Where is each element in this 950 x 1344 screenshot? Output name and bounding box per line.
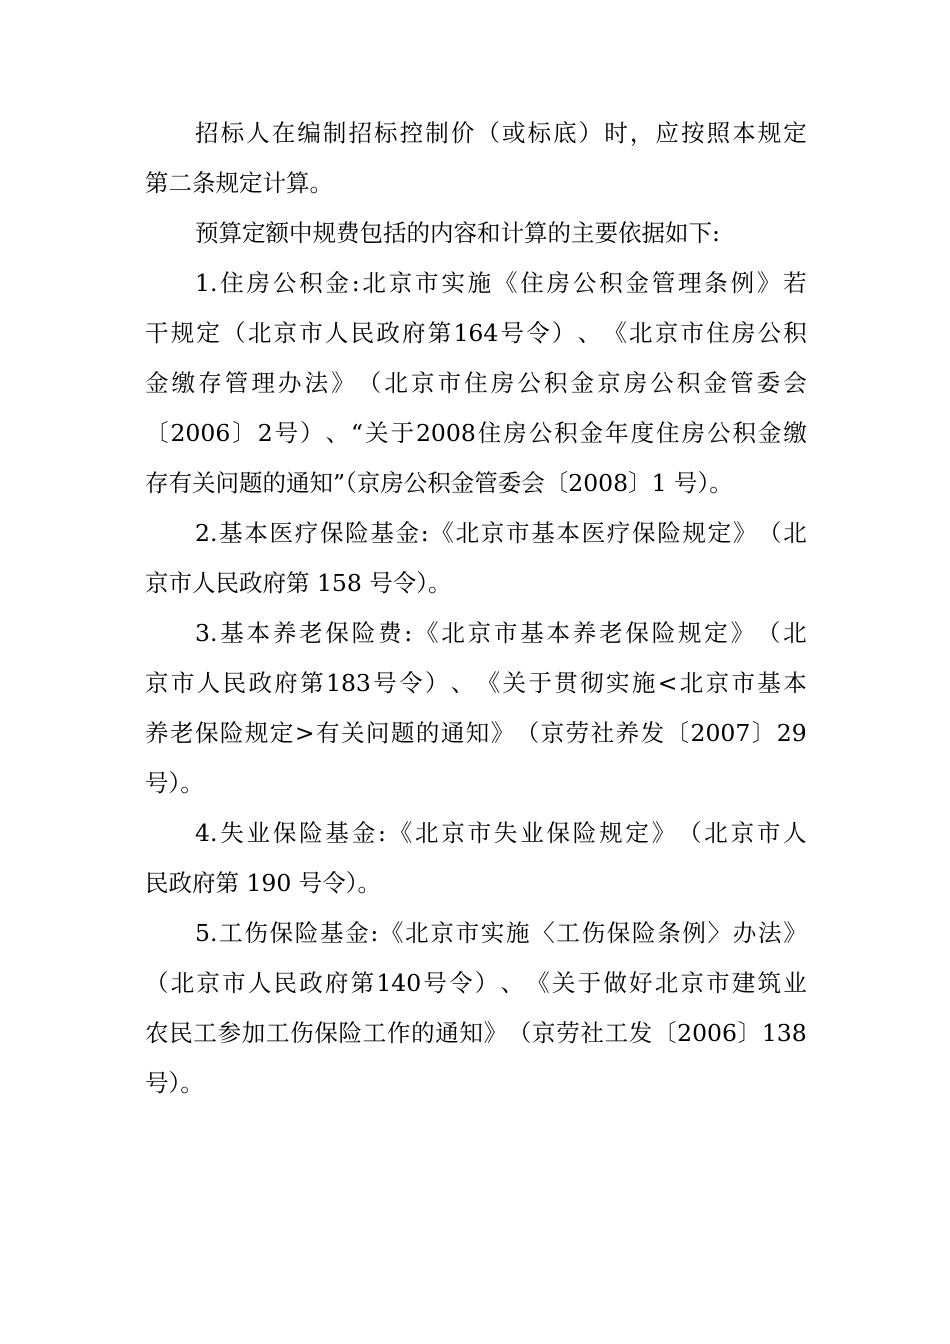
text-line: 招 标 人 在 编 制 招 标 控 制 价 （ 或 标 底 ） 时 ， 应 按 照 本 规 定 [195,119,807,147]
text-line: 民政府第 190 号令）。 [145,869,382,897]
text-line: 养 老 保 险 规 定 > 有 关 问 题 的 通 知 》 （ 京 劳 社 养 发 〔 2007 〕 29 [145,719,807,747]
text-line: 金 缴 存 管 理 办 法 》 （ 北 京 市 住 房 公 积 金 京 房 公 积 金 管 委 会 [145,369,807,397]
text-line: 京 市 人 民 政 府 第 183 号 令 ） 、 《 关 于 贯 彻 实 施 < 北 京 市 基 本 [145,669,807,697]
text-line: 号）。 [145,769,204,797]
text-line: 5. 工 伤 保 险 基 金 : 《 北 京 市 实 施 〈 工 伤 保 险 条 例 〉 办 法 》 [195,919,807,947]
text-line: 干 规 定 （ 北 京 市 人 民 政 府 第 164 号 令 ） 、 《 北 京 市 住 房 公 积 [145,319,807,347]
text-line: 3. 基 本 养 老 保 险 费 : 《 北 京 市 基 本 养 老 保 险 规 定 》 （ 北 [195,619,807,647]
text-line: 第二条规定计算。 [145,169,333,197]
text-line: 2. 基 本 医 疗 保 险 基 金 : 《 北 京 市 基 本 医 疗 保 险 规 定 》 （ 北 [195,519,807,547]
text-line: 1. 住 房 公 积 金 : 北 京 市 实 施 《 住 房 公 积 金 管 理 条 例 》 若 [195,269,807,297]
document-body [145,108,807,1108]
text-line: 存有关问题的通知”（京房公积金管委会〔2008〕1 号）。 [145,469,733,497]
text-line: 号）。 [145,1069,204,1097]
text-line: 预算定额中规费包括的内容和计算的主要依据如下: [195,219,720,247]
text-line: 农 民 工 参 加 工 伤 保 险 工 作 的 通 知 》 （ 京 劳 社 工 发 〔 2006 〕 138 [145,1019,807,1047]
text-line: 〔 2006 〕 2 号 ） 、 “ 关 于 2008 住 房 公 积 金 年 度 住 房 公 积 金 缴 [145,419,807,447]
text-line: （ 北 京 市 人 民 政 府 第 140 号 令 ） 、 《 关 于 做 好 北 京 市 建 筑 业 [145,969,807,997]
text-line: 4. 失 业 保 险 基 金 : 《 北 京 市 失 业 保 险 规 定 》 （ 北 京 市 人 [195,819,807,847]
text-line: 京市人民政府第 158 号令）。 [145,569,452,597]
